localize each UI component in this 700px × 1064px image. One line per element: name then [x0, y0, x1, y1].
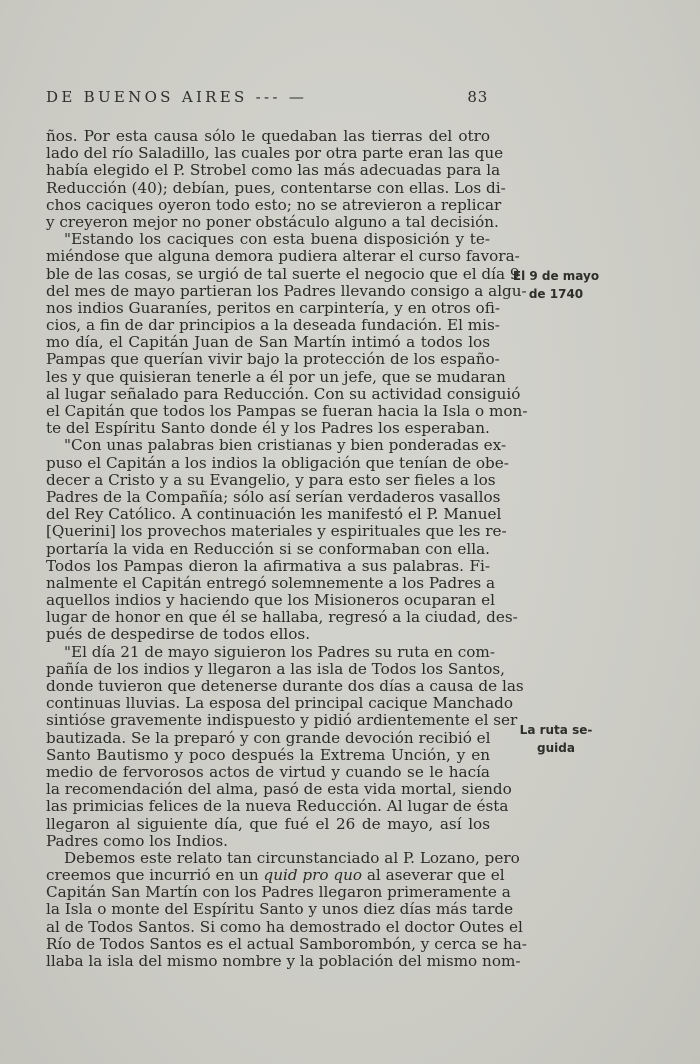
text-line: "Con unas palabras bien cristianas y bien ponderadas ex-: [64, 436, 507, 455]
text-line: aquellos indios y haciendo que los Misioneros ocuparan el: [46, 591, 495, 610]
italic-phrase: quid pro quo: [263, 866, 363, 885]
text-line: lado del río Saladillo, las cuales por otra parte eran las que: [46, 144, 504, 163]
body-text: [46, 127, 528, 970]
margin-note-line: El 9 de mayo: [512, 269, 600, 283]
text-line: nos indios Guaraníes, peritos en carpintería, y en otros ofi-: [46, 298, 500, 317]
text-line: medio de fervorosos actos de virtud y cuando se le hacía: [46, 762, 490, 781]
text-line: pañía de los indios y llegaron a las isla de Todos los Santos,: [46, 659, 505, 678]
text-line: Padres de la Compañía; sólo así serían verdaderos vasallos: [46, 487, 501, 506]
text-line: cios, a fin de dar principios a la deseada fundación. El mis-: [46, 316, 500, 335]
text-line: sintióse gravemente indispuesto y pidió ardientemente el ser: [46, 711, 518, 730]
text-line: Capitán San Martín con los Padres llegaron primeramente a: [46, 883, 511, 902]
margin-note-line: guida: [537, 741, 575, 755]
text-line: portaría la vida en Reducción si se conformaban con ella.: [46, 539, 490, 558]
text-line: del Rey Católico. A continuación les manifestó el P. Manuel: [46, 505, 502, 524]
text-line: les y que quisieran tenerle a él por un jefe, que se mudaran: [46, 367, 506, 386]
header-title: DE BUENOS AIRES --- —: [46, 88, 308, 106]
text-line: puso el Capitán a los indios la obligación que tenían de obe-: [46, 453, 509, 472]
page-number: 83: [467, 88, 488, 106]
text-line: continuas lluvias. La esposa del principal cacique Manchado: [46, 694, 514, 713]
margin-note-line: de 1740: [528, 287, 584, 301]
text-line: [Querini] los provechos materiales y espirituales que les re-: [46, 522, 507, 541]
text-line: ble de las cosas, se urgió de tal suerte el negocio que el día 9: [46, 264, 520, 283]
text-line: decer a Cristo y a su Evangelio, y para esto ser fieles a los: [46, 470, 496, 489]
text-line: te del Espíritu Santo donde él y los Padres los esperaban.: [46, 419, 490, 438]
text-line: Pampas que querían vivir bajo la protección de los españo-: [46, 350, 500, 369]
text-line: la Isla o monte del Espíritu Santo y unos diez días más tarde: [46, 900, 514, 919]
text-line: "Estando los caciques con esta buena disposición y te-: [64, 230, 490, 249]
margin-note-route: [504, 721, 608, 757]
text-line: miéndose que alguna demora pudiera alterar el curso favora-: [46, 247, 520, 266]
text-line: donde tuvieron que detenerse durante dos días a causa de las: [46, 677, 524, 695]
text-line: chos caciques oyeron todo esto; no se atrevieron a replicar: [46, 195, 502, 214]
text-line: Todos los Pampas dieron la afirmativa a sus palabras. Fi-: [46, 556, 490, 575]
text-line: al lugar señalado para Reducción. Con su actividad consiguió: [46, 384, 521, 403]
text-line: y creyeron mejor no poner obstáculo alguno a tal decisión.: [46, 212, 499, 231]
margin-note-line: La ruta se-: [519, 723, 593, 737]
text-line: bautizada. Se la preparó y con grande devoción recibió el: [46, 728, 491, 747]
text-line: Río de Todos Santos es el actual Samborombón, y cerca se ha-: [46, 934, 527, 953]
text-line: Debemos este relato tan circunstanciado al P. Lozano, pero: [64, 848, 520, 867]
text-line: Padres como los Indios.: [46, 831, 228, 850]
text-line: el Capitán que todos los Pampas se fueran hacia la Isla o mon-: [46, 402, 528, 420]
text-line: mo día, el Capitán Juan de San Martín intimó a todos los: [46, 333, 490, 352]
text-line: había elegido el P. Strobel como las más adecuadas para la: [46, 161, 501, 180]
text-line: ños. Por esta causa sólo le quedaban las tierras del otro: [46, 127, 490, 145]
text-line: la recomendación del alma, pasó de esta vida mortal, siendo: [46, 780, 512, 799]
text-line: Santo Bautismo y poco después la Extrema Unción, y en: [46, 745, 490, 764]
text-line: del mes de mayo partieran los Padres llevando consigo a algu-: [46, 281, 527, 300]
text-line: nalmente el Capitán entregó solemnemente a los Padres a: [46, 573, 496, 592]
text-line: pués de despedirse de todos ellos.: [46, 625, 311, 644]
text-line: Reducción (40); debían, pues, contentarse con ellas. Los di-: [46, 178, 506, 197]
margin-note-date: [504, 267, 608, 303]
text-line: las primicias felices de la nueva Reducción. Al lugar de ésta: [46, 797, 509, 816]
text-line: creemos que incurrió en un quid pro quo al aseverar que el: [46, 866, 505, 885]
text-line: lugar de honor en que él se hallaba, regresó a la ciudad, des-: [46, 608, 518, 627]
text-line: llaba la isla del mismo nombre y la población del mismo nom-: [46, 952, 521, 970]
text-line: "El día 21 de mayo siguieron los Padres su ruta en com-: [64, 642, 495, 661]
text-line: al de Todos Santos. Si como ha demostrado el doctor Outes el: [46, 917, 523, 936]
running-header: [46, 88, 488, 106]
text-line: llegaron al siguiente día, que fué el 26 de mayo, así los: [46, 814, 490, 833]
